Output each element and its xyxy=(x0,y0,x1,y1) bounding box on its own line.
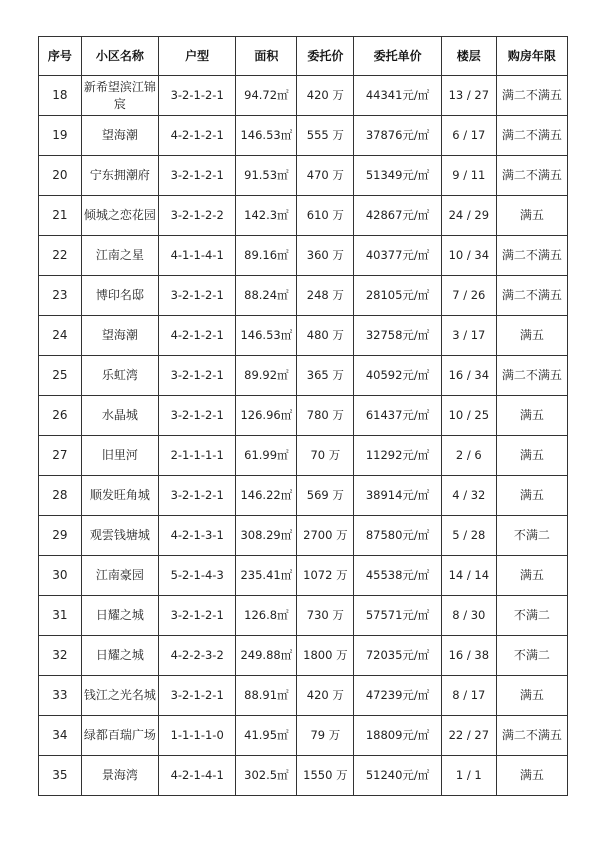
cell-unit-price: 44341元/㎡ xyxy=(354,76,441,116)
cell-floor: 2 / 6 xyxy=(441,436,496,476)
cell-name: 观雲钱塘城 xyxy=(81,516,158,556)
cell-area: 146.53㎡ xyxy=(236,316,297,356)
cell-layout: 4-2-1-2-1 xyxy=(159,316,236,356)
cell-layout: 3-2-1-2-1 xyxy=(159,276,236,316)
cell-floor: 9 / 11 xyxy=(441,156,496,196)
cell-no: 21 xyxy=(39,196,82,236)
cell-price: 2700 万 xyxy=(297,516,354,556)
cell-price: 1550 万 xyxy=(297,756,354,796)
cell-price: 730 万 xyxy=(297,596,354,636)
table-row xyxy=(39,76,568,116)
table-row xyxy=(39,196,568,236)
cell-floor: 22 / 27 xyxy=(441,716,496,756)
cell-years: 满二不满五 xyxy=(496,716,567,756)
cell-years: 满五 xyxy=(496,316,567,356)
cell-unit-price: 72035元/㎡ xyxy=(354,636,441,676)
cell-layout: 4-2-1-3-1 xyxy=(159,516,236,556)
cell-years: 满二不满五 xyxy=(496,76,567,116)
cell-layout: 1-1-1-1-0 xyxy=(159,716,236,756)
table-row xyxy=(39,116,568,156)
cell-name: 乐虹湾 xyxy=(81,356,158,396)
cell-area: 88.91㎡ xyxy=(236,676,297,716)
cell-floor: 4 / 32 xyxy=(441,476,496,516)
cell-no: 29 xyxy=(39,516,82,556)
cell-layout: 3-2-1-2-1 xyxy=(159,676,236,716)
cell-years: 满五 xyxy=(496,196,567,236)
cell-unit-price: 57571元/㎡ xyxy=(354,596,441,636)
header-no: 序号 xyxy=(39,37,82,76)
cell-price: 470 万 xyxy=(297,156,354,196)
cell-name: 旧里河 xyxy=(81,436,158,476)
cell-layout: 4-2-1-4-1 xyxy=(159,756,236,796)
cell-layout: 4-2-1-2-1 xyxy=(159,116,236,156)
cell-name: 望海潮 xyxy=(81,316,158,356)
cell-unit-price: 28105元/㎡ xyxy=(354,276,441,316)
cell-floor: 10 / 34 xyxy=(441,236,496,276)
cell-floor: 24 / 29 xyxy=(441,196,496,236)
cell-unit-price: 40592元/㎡ xyxy=(354,356,441,396)
cell-area: 89.16㎡ xyxy=(236,236,297,276)
cell-years: 满二不满五 xyxy=(496,156,567,196)
table-row xyxy=(39,556,568,596)
cell-area: 142.3㎡ xyxy=(236,196,297,236)
cell-unit-price: 47239元/㎡ xyxy=(354,676,441,716)
cell-floor: 5 / 28 xyxy=(441,516,496,556)
cell-name: 新希望滨江锦宸 xyxy=(81,76,158,116)
cell-area: 146.22㎡ xyxy=(236,476,297,516)
cell-price: 70 万 xyxy=(297,436,354,476)
cell-floor: 14 / 14 xyxy=(441,556,496,596)
cell-unit-price: 51240元/㎡ xyxy=(354,756,441,796)
cell-no: 25 xyxy=(39,356,82,396)
table-row xyxy=(39,396,568,436)
cell-unit-price: 32758元/㎡ xyxy=(354,316,441,356)
cell-floor: 7 / 26 xyxy=(441,276,496,316)
cell-unit-price: 37876元/㎡ xyxy=(354,116,441,156)
cell-no: 33 xyxy=(39,676,82,716)
cell-price: 248 万 xyxy=(297,276,354,316)
cell-name: 景海湾 xyxy=(81,756,158,796)
cell-floor: 6 / 17 xyxy=(441,116,496,156)
cell-area: 302.5㎡ xyxy=(236,756,297,796)
cell-layout: 3-2-1-2-1 xyxy=(159,156,236,196)
cell-area: 94.72㎡ xyxy=(236,76,297,116)
cell-years: 满五 xyxy=(496,756,567,796)
cell-price: 1800 万 xyxy=(297,636,354,676)
cell-floor: 8 / 30 xyxy=(441,596,496,636)
header-layout: 户型 xyxy=(159,37,236,76)
cell-years: 满五 xyxy=(496,476,567,516)
cell-no: 18 xyxy=(39,76,82,116)
table-row xyxy=(39,356,568,396)
cell-price: 420 万 xyxy=(297,76,354,116)
cell-name: 日耀之城 xyxy=(81,596,158,636)
cell-years: 满五 xyxy=(496,436,567,476)
cell-area: 126.96㎡ xyxy=(236,396,297,436)
cell-years: 不满二 xyxy=(496,596,567,636)
table-row xyxy=(39,236,568,276)
cell-unit-price: 45538元/㎡ xyxy=(354,556,441,596)
cell-floor: 16 / 34 xyxy=(441,356,496,396)
cell-area: 249.88㎡ xyxy=(236,636,297,676)
listing-table xyxy=(38,36,568,796)
cell-price: 420 万 xyxy=(297,676,354,716)
cell-years: 满五 xyxy=(496,676,567,716)
cell-no: 24 xyxy=(39,316,82,356)
cell-unit-price: 38914元/㎡ xyxy=(354,476,441,516)
header-price: 委托价 xyxy=(297,37,354,76)
cell-no: 30 xyxy=(39,556,82,596)
cell-layout: 3-2-1-2-1 xyxy=(159,476,236,516)
cell-years: 不满二 xyxy=(496,516,567,556)
cell-unit-price: 42867元/㎡ xyxy=(354,196,441,236)
table-row xyxy=(39,316,568,356)
cell-unit-price: 61437元/㎡ xyxy=(354,396,441,436)
cell-layout: 3-2-1-2-2 xyxy=(159,196,236,236)
cell-name: 绿都百瑞广场 xyxy=(81,716,158,756)
cell-name: 倾城之恋花园 xyxy=(81,196,158,236)
cell-no: 20 xyxy=(39,156,82,196)
cell-years: 满五 xyxy=(496,556,567,596)
cell-layout: 3-2-1-2-1 xyxy=(159,396,236,436)
cell-name: 博印名邸 xyxy=(81,276,158,316)
cell-area: 308.29㎡ xyxy=(236,516,297,556)
cell-price: 780 万 xyxy=(297,396,354,436)
cell-floor: 1 / 1 xyxy=(441,756,496,796)
cell-price: 79 万 xyxy=(297,716,354,756)
table-row xyxy=(39,636,568,676)
cell-name: 顺发旺角城 xyxy=(81,476,158,516)
cell-layout: 4-1-1-4-1 xyxy=(159,236,236,276)
cell-area: 88.24㎡ xyxy=(236,276,297,316)
cell-price: 1072 万 xyxy=(297,556,354,596)
cell-layout: 2-1-1-1-1 xyxy=(159,436,236,476)
cell-no: 28 xyxy=(39,476,82,516)
header-years: 购房年限 xyxy=(496,37,567,76)
cell-price: 480 万 xyxy=(297,316,354,356)
cell-unit-price: 40377元/㎡ xyxy=(354,236,441,276)
cell-unit-price: 87580元/㎡ xyxy=(354,516,441,556)
cell-unit-price: 18809元/㎡ xyxy=(354,716,441,756)
cell-price: 555 万 xyxy=(297,116,354,156)
table-header-row xyxy=(39,37,568,76)
table-row xyxy=(39,516,568,556)
cell-name: 宁东拥潮府 xyxy=(81,156,158,196)
cell-price: 365 万 xyxy=(297,356,354,396)
cell-no: 31 xyxy=(39,596,82,636)
cell-years: 满二不满五 xyxy=(496,236,567,276)
table-row xyxy=(39,476,568,516)
table-row xyxy=(39,436,568,476)
cell-name: 江南之星 xyxy=(81,236,158,276)
cell-area: 235.41㎡ xyxy=(236,556,297,596)
cell-no: 27 xyxy=(39,436,82,476)
cell-layout: 3-2-1-2-1 xyxy=(159,356,236,396)
cell-price: 569 万 xyxy=(297,476,354,516)
cell-price: 360 万 xyxy=(297,236,354,276)
cell-floor: 10 / 25 xyxy=(441,396,496,436)
cell-floor: 3 / 17 xyxy=(441,316,496,356)
cell-name: 日耀之城 xyxy=(81,636,158,676)
cell-layout: 4-2-2-3-2 xyxy=(159,636,236,676)
cell-years: 满二不满五 xyxy=(496,276,567,316)
cell-name: 江南豪园 xyxy=(81,556,158,596)
cell-unit-price: 51349元/㎡ xyxy=(354,156,441,196)
header-area: 面积 xyxy=(236,37,297,76)
table-row xyxy=(39,596,568,636)
table-body xyxy=(39,76,568,796)
cell-area: 146.53㎡ xyxy=(236,116,297,156)
header-unit-price: 委托单价 xyxy=(354,37,441,76)
cell-no: 23 xyxy=(39,276,82,316)
cell-name: 水晶城 xyxy=(81,396,158,436)
header-name: 小区名称 xyxy=(81,37,158,76)
cell-area: 91.53㎡ xyxy=(236,156,297,196)
cell-area: 41.95㎡ xyxy=(236,716,297,756)
table-row xyxy=(39,276,568,316)
cell-no: 35 xyxy=(39,756,82,796)
cell-unit-price: 11292元/㎡ xyxy=(354,436,441,476)
cell-name: 钱江之光名城 xyxy=(81,676,158,716)
cell-no: 19 xyxy=(39,116,82,156)
cell-years: 不满二 xyxy=(496,636,567,676)
cell-years: 满二不满五 xyxy=(496,116,567,156)
table-row xyxy=(39,756,568,796)
table-row xyxy=(39,156,568,196)
cell-floor: 8 / 17 xyxy=(441,676,496,716)
cell-layout: 3-2-1-2-1 xyxy=(159,596,236,636)
cell-no: 32 xyxy=(39,636,82,676)
cell-years: 满五 xyxy=(496,396,567,436)
cell-floor: 13 / 27 xyxy=(441,76,496,116)
table-row xyxy=(39,716,568,756)
cell-price: 610 万 xyxy=(297,196,354,236)
cell-area: 61.99㎡ xyxy=(236,436,297,476)
cell-layout: 5-2-1-4-3 xyxy=(159,556,236,596)
table-row xyxy=(39,676,568,716)
cell-layout: 3-2-1-2-1 xyxy=(159,76,236,116)
cell-no: 22 xyxy=(39,236,82,276)
cell-years: 满二不满五 xyxy=(496,356,567,396)
header-floor: 楼层 xyxy=(441,37,496,76)
listing-table-container xyxy=(38,36,568,796)
cell-area: 89.92㎡ xyxy=(236,356,297,396)
cell-no: 34 xyxy=(39,716,82,756)
cell-name: 望海潮 xyxy=(81,116,158,156)
cell-area: 126.8㎡ xyxy=(236,596,297,636)
cell-no: 26 xyxy=(39,396,82,436)
cell-floor: 16 / 38 xyxy=(441,636,496,676)
